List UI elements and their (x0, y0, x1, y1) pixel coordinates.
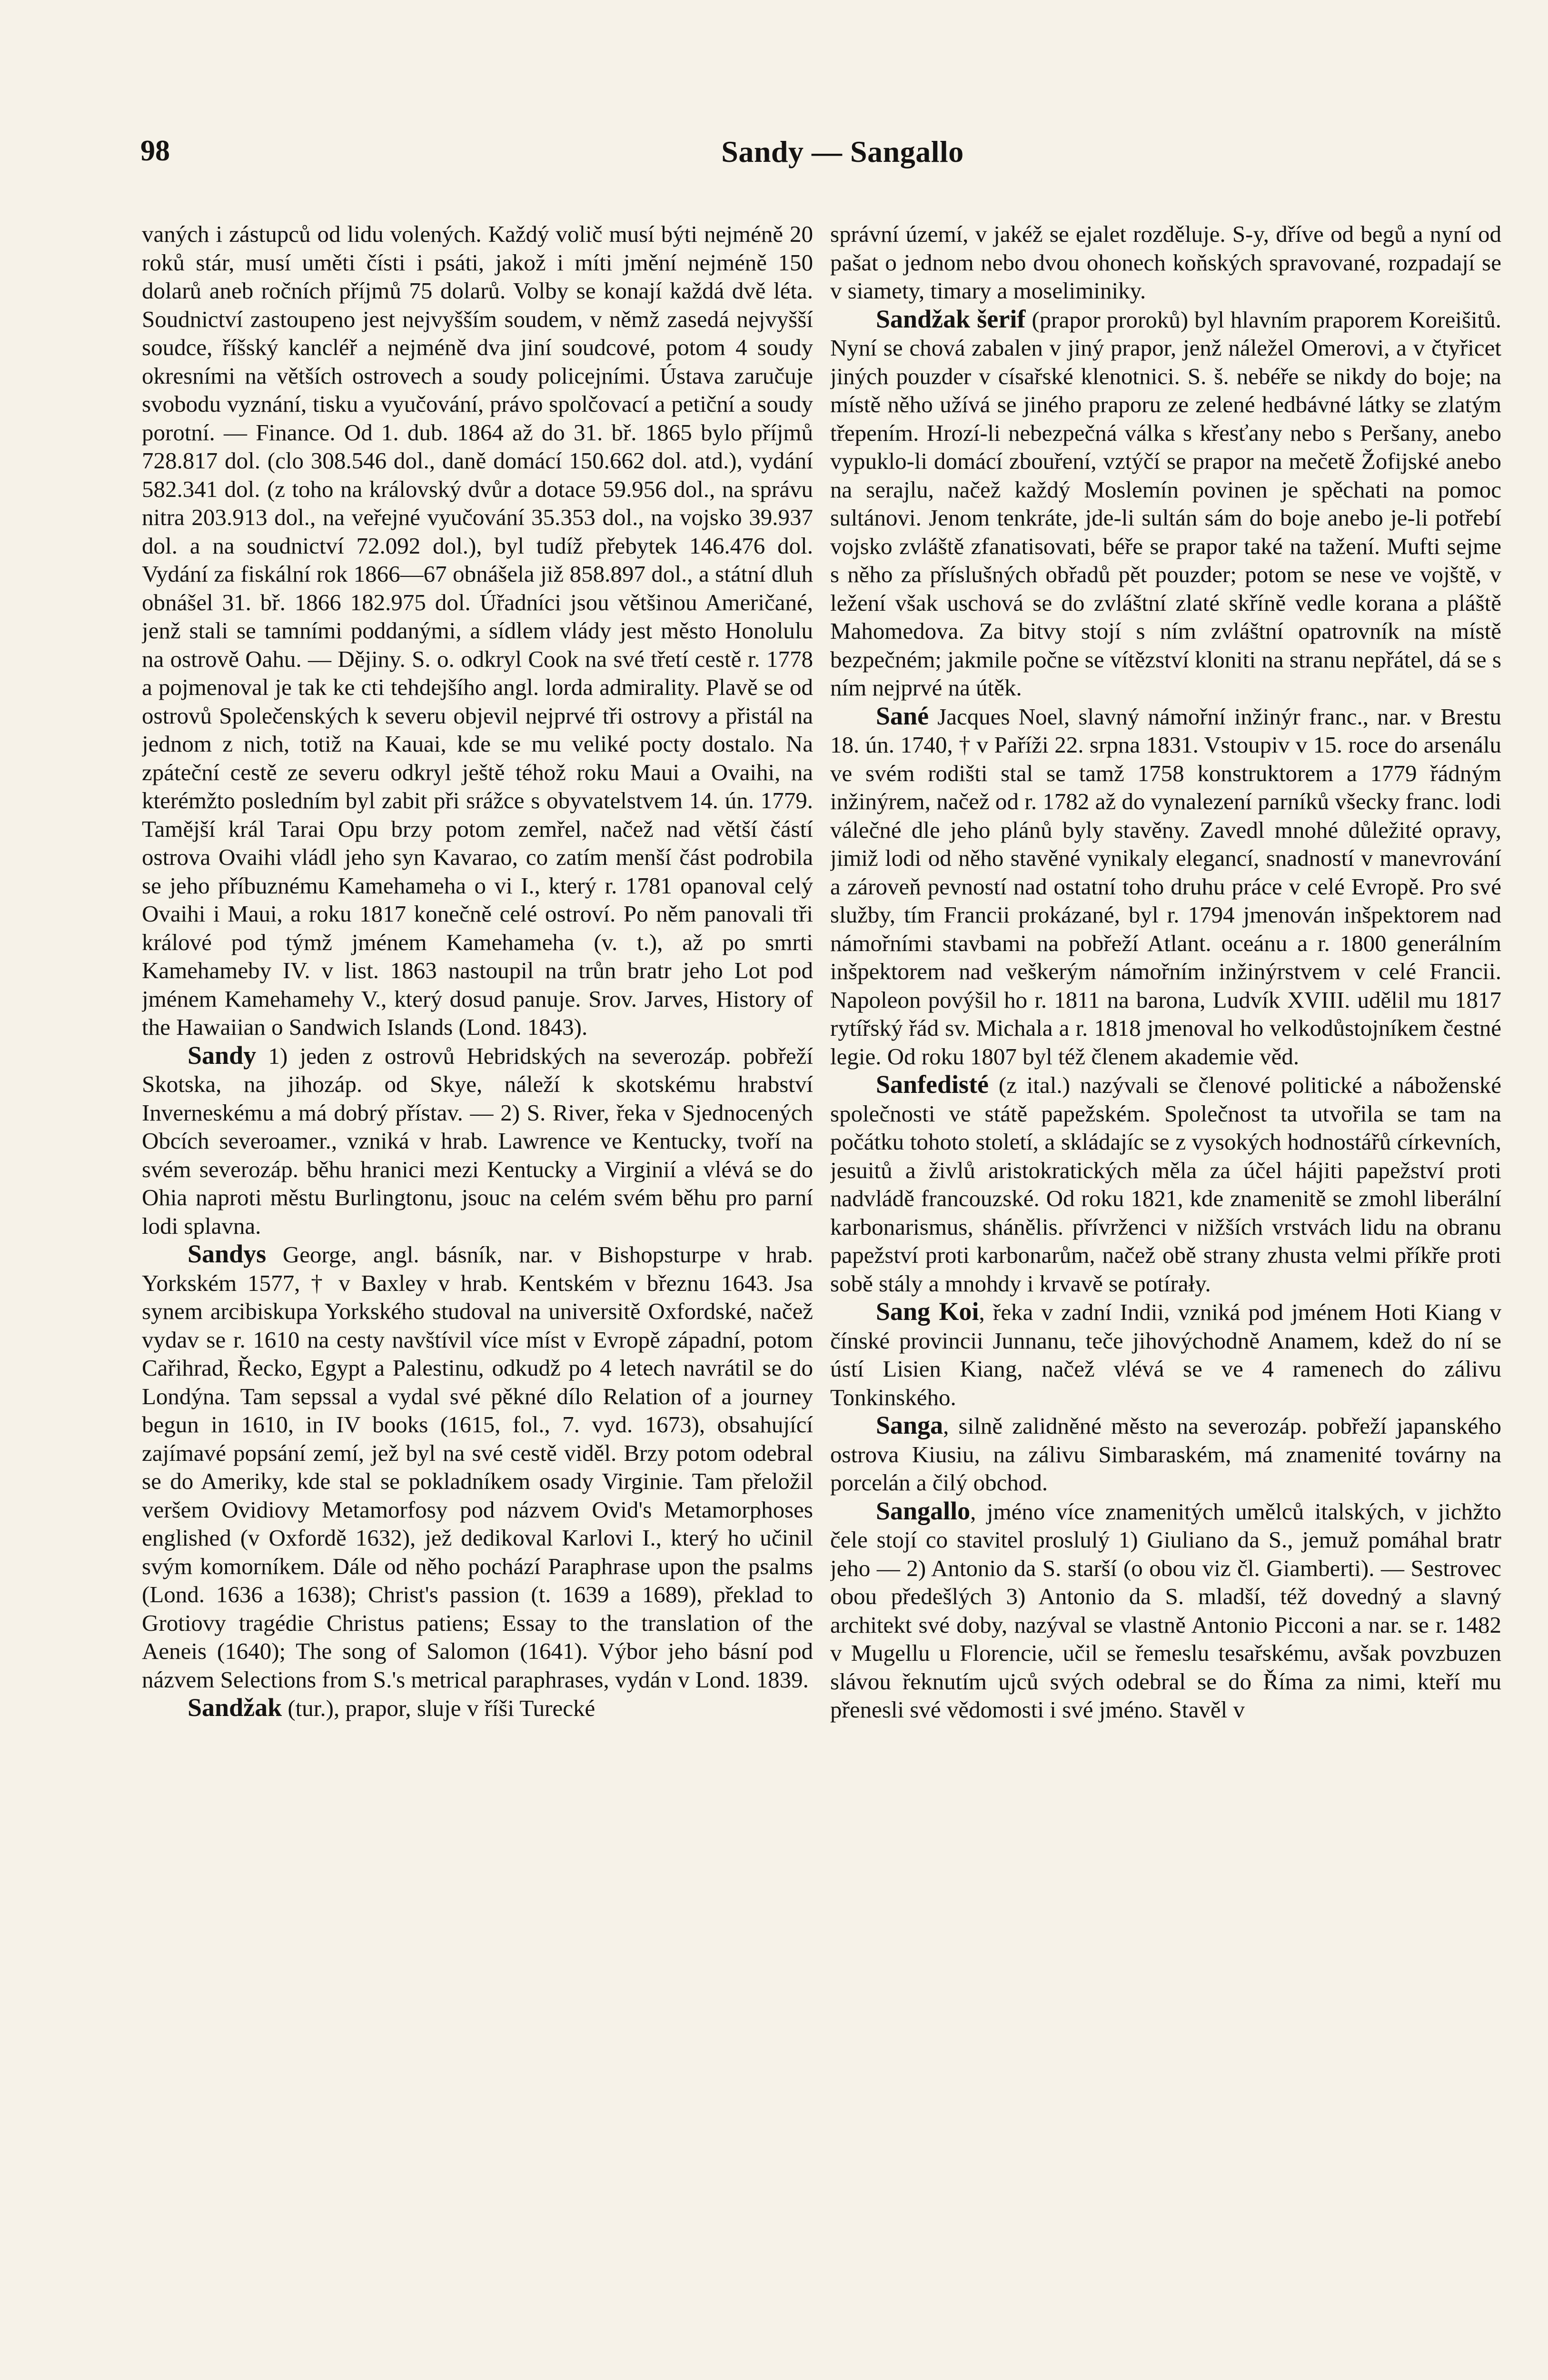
right-continuation-text: správní území, v jakéž se ejalet rozděluje. S-y, dříve od begů a nyní od pašat o jednom nebo dvou ohonech koňských spravované, rozpadají se v siamety, timary a moseliminiky. (830, 221, 1501, 304)
entry-sandzak (142, 1694, 813, 1723)
entry-sandzak-text: (tur.), prapor, sluje v říši Turecké (288, 1695, 595, 1721)
headword-sangallo: Sangallo (876, 1496, 971, 1525)
entry-sangallo-text: , jméno více znamenitých umělců italských, v jichžto čele stojí co stavitel proslulý 1) Giuliano da S., jemuž pomáhal bratr jeho — 2) Antonio da S. starší (o obou viz čl. Giamberti). — Sestrovec obou předešlých 3) Antonio da S. mladší, též dovedný a slavný architekt své doby, nazýval se vlastně Antonio Picconi a nar. se r. 1482 v Mugellu u Florencie, učil se řemeslu tesařskému, avšak povzbuzen slávou řeknutím ujců svých odebral se do Říma za nimi, kteří mu přenesli své vědomosti i své jméno. Stavěl v (830, 1498, 1501, 1723)
entry-sangallo (830, 1497, 1501, 1724)
running-head: Sandy — Sangallo (721, 135, 964, 169)
entry-sanfediste-text: (z ital.) nazývali se členové politické a náboženské společnosti ve státě papežském. Společnost ta utvořila se tam na počátku tohoto století, a skládajíc se z vysokých hodnostářů církevních, jesuitů a živlů aristokratických měla za účel hájiti papežství proti nadvládě francouzské. Od roku 1821, kde znamenitě se zmohl liberální karbonarismus, shánělis. přívrženci v nižších vrstvách lidu na obranu papežství proti karbonarům, načež obě strany zhusta velmi příkře proti sobě stály a mnohdy i krvavě se potírały. (830, 1072, 1501, 1297)
entry-sandys-text: George, angl. básník, nar. v Bishopsturpe v hrab. Yorkském 1577, † v Baxley v hrab. Kentském v březnu 1643. Jsa synem arcibiskupa Yorkského studoval na universitě Oxfordské, načež vydav se r. 1610 na cesty navštívil více míst v Evropě západní, potom Cařihrad, Řecko, Egypt a Palestinu, odkudž po 4 letech navrátil se do Londýna. Tam sepssal a vydal své pěkné dílo Relation of a journey begun in 1610, in IV books (1615, fol., 7. vyd. 1673), obsahující zajímavé popsání zemí, jež byl na své cestě viděl. Brzy potom odebral se do Ameriky, kde stal se pokladníkem osady Virginie. Tam přeložil veršem Ovidiovy Metamorfosy pod názvem Ovid's Metamorphoses englished (v Oxfordě 1632), jež dedikoval Karlovi I., který ho učinil svým komorníkem. Dále od něho pochází Paraphrase upon the psalms (Lond. 1636 a 1638); Christ's passion (t. 1639 a 1689), překlad to Grotiovy tragédie Christus patiens; Essay to the translation of the Aeneis (1640); The song of Salomon (1641). Výbor jeho básní pod názvem Selections from S.'s metrical paraphrases, vydán v Lond. 1839. (142, 1241, 813, 1693)
headword-sandzak-serif: Sandžak šerif (876, 304, 1026, 333)
entry-sandys (142, 1240, 813, 1694)
entry-sane-text: Jacques Noel, slavný námořní inžinýr franc., nar. v Brestu 18. ún. 1740, † v Paříži 22. srpna 1831. Vstoupiv v 15. roce do arsenálu ve svém rodišti stal se tamž 1758 konstruktorem a 1779 řádným inžinýrem, načež od r. 1782 až do vynalezení parníků všecky franc. lodi válečné dle jeho plánů byly stavěny. Zavedl mnohé důležité opravy, jimiž lodi od něho stavěné vynikaly elegancí, snadností v manevrování a zároveň pevností nad ostatní toho druhu práce v celé Evropě. Pro své služby, tím Francii prokázané, byl r. 1794 jmenován inšpektorem nad námořními stavbami na pobřeží Atlant. oceánu a r. 1800 generálním inšpektorem nad veškerým námořním inžinýrstvem v celé Francii. Napoleon povýšil ho r. 1811 na barona, Ludvík XVIII. udělil mu 1817 rytířský řád sv. Michala a r. 1818 jmenoval ho velkodůstojníkem čestné legie. Od roku 1807 byl též členem akademie věd. (830, 703, 1501, 1070)
entry-sanfediste (830, 1071, 1501, 1298)
entry-sanga-text: , silně zalidněné město na severozáp. pobřeží japanského ostrova Kiusiu, na zálivu Simbaraském, má znamenité továrny na porcelán a čilý obchod. (830, 1413, 1501, 1496)
page-number: 98 (140, 135, 170, 167)
entry-sane (830, 702, 1501, 1071)
left-continuation-text: vaných i zástupců od lidu volených. Každý volič musí býti nejméně 20 roků stár, musí uměti čísti i psáti, jakož i míti jmění nejméně 150 dolarů aneb ročních příjmů 75 dolarů. Volby se konají každá dvě léta. Soudnictví zastoupeno jest nejvyšším soudem, v němž zasedá nejvyšší soudce, říšský kancléř a nejméně dva jiní soudcové, potom 4 soudy okresními na větších ostrovech a soudy policejními. Ústava zaručuje svobodu vyznání, tisku a vyučování, právo spolčovací a petiční a soudy porotní. — Finance. Od 1. dub. 1864 až do 31. bř. 1865 bylo příjmů 728.817 dol. (clo 308.546 dol., daně domácí 150.662 dol. atd.), vydání 582.341 dol. (z toho na královský dvůr a dotace 59.956 dol., na správu nitra 203.913 dol., na veřejné vyučování 35.353 dol., na vojsko 39.937 dol. a na soudnictví 72.092 dol.), byl tudíž přebytek 146.476 dol. Vydání za fiskální rok 1866—67 obnášela již 858.897 dol., a státní dluh obnášel 31. bř. 1866 182.975 dol. Úřadníci jsou většinou Američané, jenž stali se tamními poddanými, a sídlem vlády jest město Honolulu na ostrově Oahu. — Dějiny. S. o. odkryl Cook na své třetí cestě r. 1778 a pojmenoval je tak ke cti tehdejšího angl. lorda admirality. Plavě se od ostrovů Společenských k severu objevil nejprvé tři ostrovy a přistál na jednom z nich, totiž na Kauai, kde se mu veliké pocty dostalo. Na zpáteční cestě ze severu odkryl ještě téhož roku Maui a Ovaihi, na kterémžto posledním byl zabit při srážce s obyvatelstvem 14. ún. 1779. Tamější král Tarai Opu brzy potom zemřel, načež nad větší částí ostrova Ovaihi vládl jeho syn Kavarao, co zatím menší část podrobila se jeho příbuznému Kamehameha o vi I., který r. 1781 opanoval celý Ovaihi i Maui, a roku 1817 konečně celé ostroví. Po něm panovali tři králové pod týmž jménem Kamehameha (v. t.), až po smrti Kamehameby IV. v list. 1863 nastoupil na trůn bratr jeho Lot pod jménem Kamehamehy V., který dosud panuje. Srov. Jarves, History of the Hawaiian o Sandwich Islands (Lond. 1843). (142, 221, 813, 1040)
right-column (830, 220, 1501, 2380)
entry-sandzak-serif-text: (prapor proroků) byl hlavním praporem Koreišitů. Nyní se chová zabalen v jiný prapor, jenž náležel Omerovi, a v čtyřicet jiných pouzder v císařské klenotnici. S. š. nebéře se nikdy do boje; na místě něho užívá se jiného praporu ze zelené hedbávné látky se zlatým třepením. Hrozí-li nebezpečná válka s křesťany nebo s Peršany, anebo vypuklo-li domácí zbouření, vztýčí se prapor na mečetě Žofijské anebo na serajlu, načež každý Moslemín povinen je spěchati na pomoc sultánovi. Jenom tenkráte, jde-li sultán sám do boje anebo je-li potřebí vojsko zvláště zfanatisovati, béře se prapor také na tažení. Mufti sejme s něho za příslušných obřadů pět pouzder; potom se nese ve vojště, v ležení však uschová se do zvláštní zlaté skříně vedle korana a pláště Mahomedova. Za bitvy stojí s ním zvláštní opatrovník na místě bezpečném; jakmile počne se vítězství kloniti na stranu nepřátel, dá se s ním nejprvé na útěk. (830, 306, 1501, 701)
entry-sandzak-serif (830, 305, 1501, 702)
headword-sanga: Sanga (876, 1411, 943, 1439)
headword-sandy: Sandy (188, 1041, 257, 1070)
headword-sane: Sané (876, 701, 929, 730)
entry-sang-koi (830, 1298, 1501, 1411)
headword-sandzak: Sandžak (188, 1693, 282, 1722)
headword-sanfediste: Sanfedisté (876, 1070, 989, 1099)
headword-sandys: Sandys (188, 1240, 267, 1268)
entry-sandy (142, 1041, 813, 1240)
left-column (142, 220, 813, 2380)
headword-sang-koi: Sang Koi (876, 1297, 979, 1326)
entry-sanga (830, 1411, 1501, 1497)
entry-sang-koi-text: , řeka v zadní Indii, vzniká pod jménem Hoti Kiang v čínské provincii Junnanu, teče jihovýchodně Anamem, kdež do ní se ústí Lisien Kiang, načež vlévá se ve 4 ramenech do zálivu Tonkinského. (830, 1299, 1501, 1410)
entry-sandy-text: 1) jeden z ostrovů Hebridských na severozáp. pobřeží Skotska, na jihozáp. od Skye, náleží k skotskému hrabství Inverneskému a má dobrý přístav. — 2) S. River, řeka v Sjednocených Obcích severoamer., vzniká v hrab. Lawrence ve Kentucky, tvoří na svém severozáp. běhu hranici mezi Kentucky a Virginií a vlévá se do Ohia naproti městu Burlingtonu, jsouc na celém svém běhu pro parní lodi splavna. (142, 1042, 813, 1239)
